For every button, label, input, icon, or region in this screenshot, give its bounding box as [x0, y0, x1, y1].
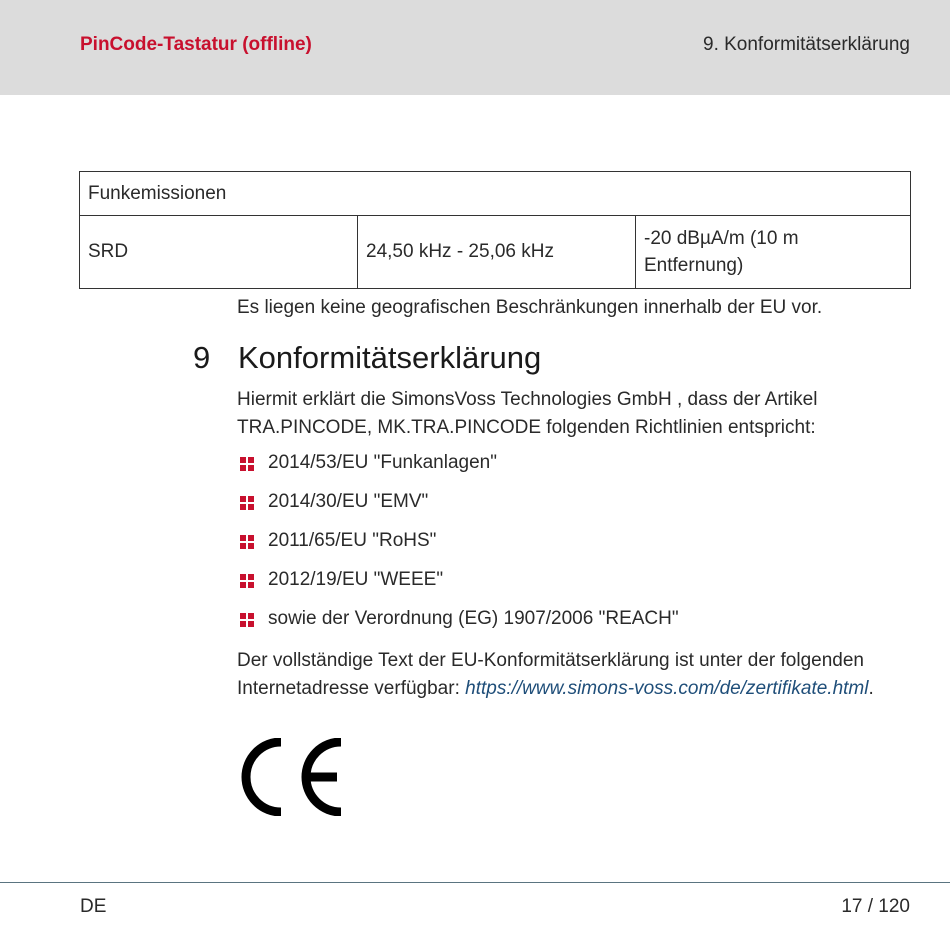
certificates-link[interactable]: https://www.simons-voss.com/de/zertifikate.html: [465, 678, 869, 699]
section-number: 9: [193, 340, 211, 375]
section-intro: Hiermit erklärt die SimonsVoss Technologies GmbH , dass der Artikel TRA.PINCODE, MK.TRA.PINCODE folgenden Richtlinien entspricht:: [237, 389, 818, 438]
table-cell-name: SRD: [80, 216, 358, 289]
footer-divider: [0, 882, 950, 883]
closing-paragraph: [237, 647, 917, 703]
list-item: [240, 569, 679, 608]
bullet-icon: [240, 457, 254, 471]
table-title-cell: Funkemissionen: [80, 172, 911, 216]
section-title: Konformitätserklärung: [238, 340, 542, 375]
table-cell-emission: -20 dBµA/m (10 m Entfernung): [636, 216, 911, 289]
page-header: [0, 0, 950, 95]
bullet-icon: [240, 574, 254, 588]
directive-label: 2012/19/EU "WEEE": [268, 569, 444, 590]
bullet-icon: [240, 535, 254, 549]
closing-text: Der vollständige Text der EU-Konformitätserklärung ist unter der folgenden Internetadresse verfügbar:: [237, 650, 864, 699]
table-header-row: [80, 172, 911, 216]
footer-language: DE: [80, 896, 107, 917]
table-cell-frequency: 24,50 kHz - 25,06 kHz: [358, 216, 636, 289]
header-product-title: PinCode-Tastatur (offline): [80, 34, 312, 55]
directive-list: [240, 452, 679, 647]
footer-page-number: 17 / 120: [841, 896, 910, 917]
list-item: [240, 452, 679, 491]
ce-mark-icon: [237, 738, 345, 821]
bullet-icon: [240, 496, 254, 510]
radio-emissions-table: [79, 171, 911, 289]
list-item: [240, 608, 679, 647]
table-row: [80, 216, 911, 289]
directive-label: sowie der Verordnung (EG) 1907/2006 "REACH": [268, 608, 679, 629]
directive-label: 2011/65/EU "RoHS": [268, 530, 437, 551]
bullet-icon: [240, 613, 254, 627]
header-chapter-title: 9. Konformitätserklärung: [703, 34, 910, 55]
list-item: [240, 491, 679, 530]
geographic-note: Es liegen keine geografischen Beschränkungen innerhalb der EU vor.: [237, 297, 823, 318]
list-item: [240, 530, 679, 569]
directive-label: 2014/30/EU "EMV": [268, 491, 429, 512]
closing-end: .: [868, 678, 874, 699]
directive-label: 2014/53/EU "Funkanlagen": [268, 452, 497, 473]
